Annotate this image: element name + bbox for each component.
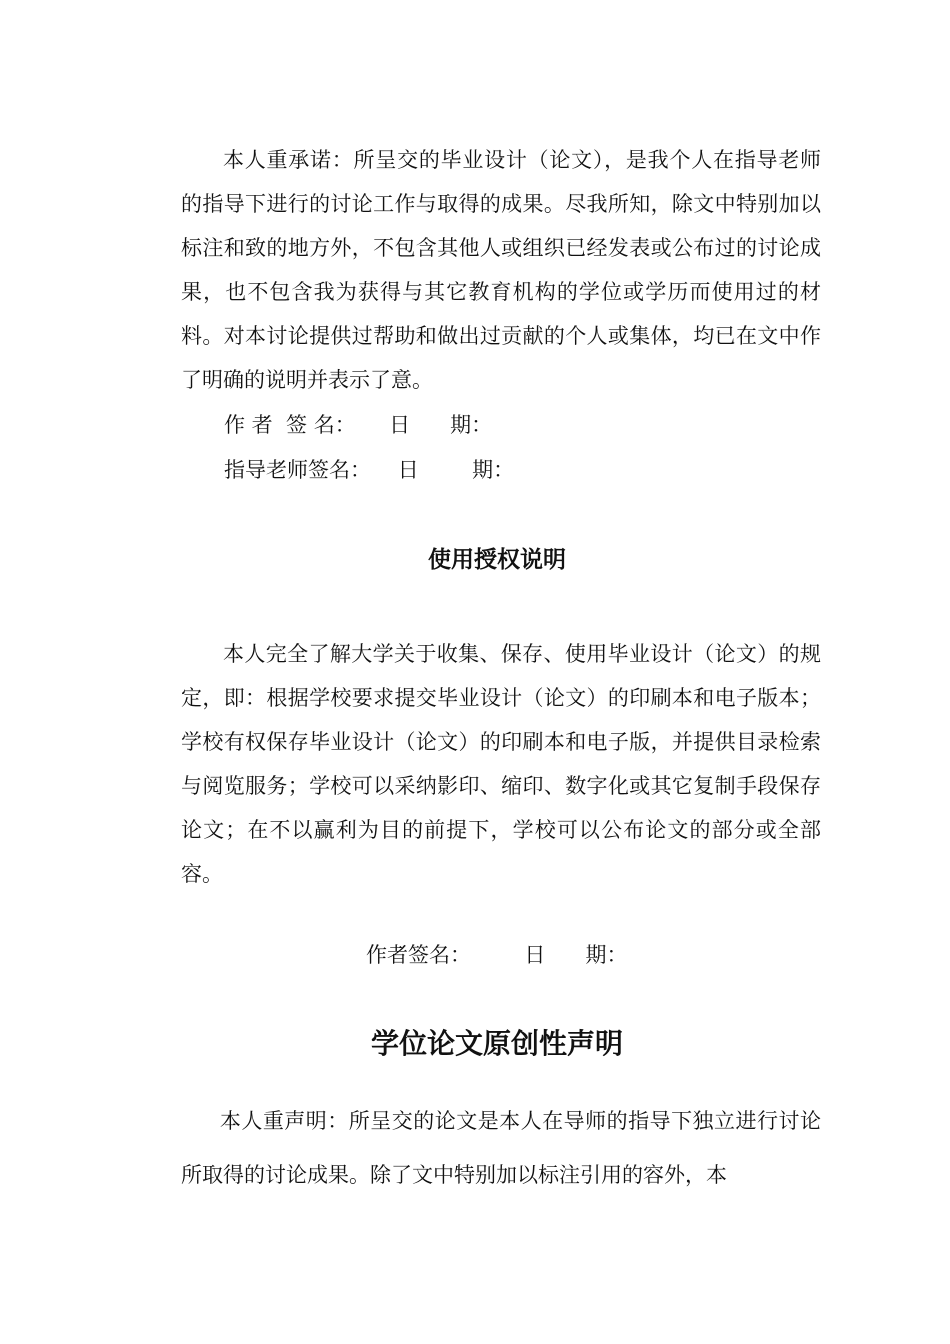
authorization-paragraph: 本人完全了解大学关于收集、保存、使用毕业设计（论文）的规定，即：根据学校要求提交毕业设计（论文）的印刷本和电子版本；学校有权保存毕业设计（论文）的印刷本和电子版，并提供目录检索与阅览服务；学校可以采纳影印、缩印、数字化或其它复制手段保存论文；在不以赢利为目的前提下，学校可以公布论文的部分或全部容。 <box>181 642 821 886</box>
advisor-signature-line: 指导老师签名： 日 期： <box>224 458 515 482</box>
author-signature-line: 作 者 签 名： 日 期： <box>224 413 493 437</box>
authorization-title: 使用授权说明 <box>428 547 566 573</box>
authorization-signature-line: 作者签名： 日 期： <box>366 943 628 967</box>
originality-paragraph: 本人重声明：所呈交的论文是本人在导师的指导下独立进行讨论所取得的讨论成果。除了文中特别加以标注引用的容外，本 <box>181 1109 821 1187</box>
declaration-paragraph: 本人重承诺：所呈交的毕业设计（论文），是我个人在指导老师的指导下进行的讨论工作与取得的成果。尽我所知，除文中特别加以标注和致的地方外，不包含其他人或组织已经发表或公布过的讨论成果，也不包含我为获得与其它教育机构的学位或学历而使用过的材料。对本讨论提供过帮助和做出过贡献的个人或集体，均已在文中作了明确的说明并表示了意。 <box>181 148 821 392</box>
originality-title: 学位论文原创性声明 <box>370 1027 623 1060</box>
